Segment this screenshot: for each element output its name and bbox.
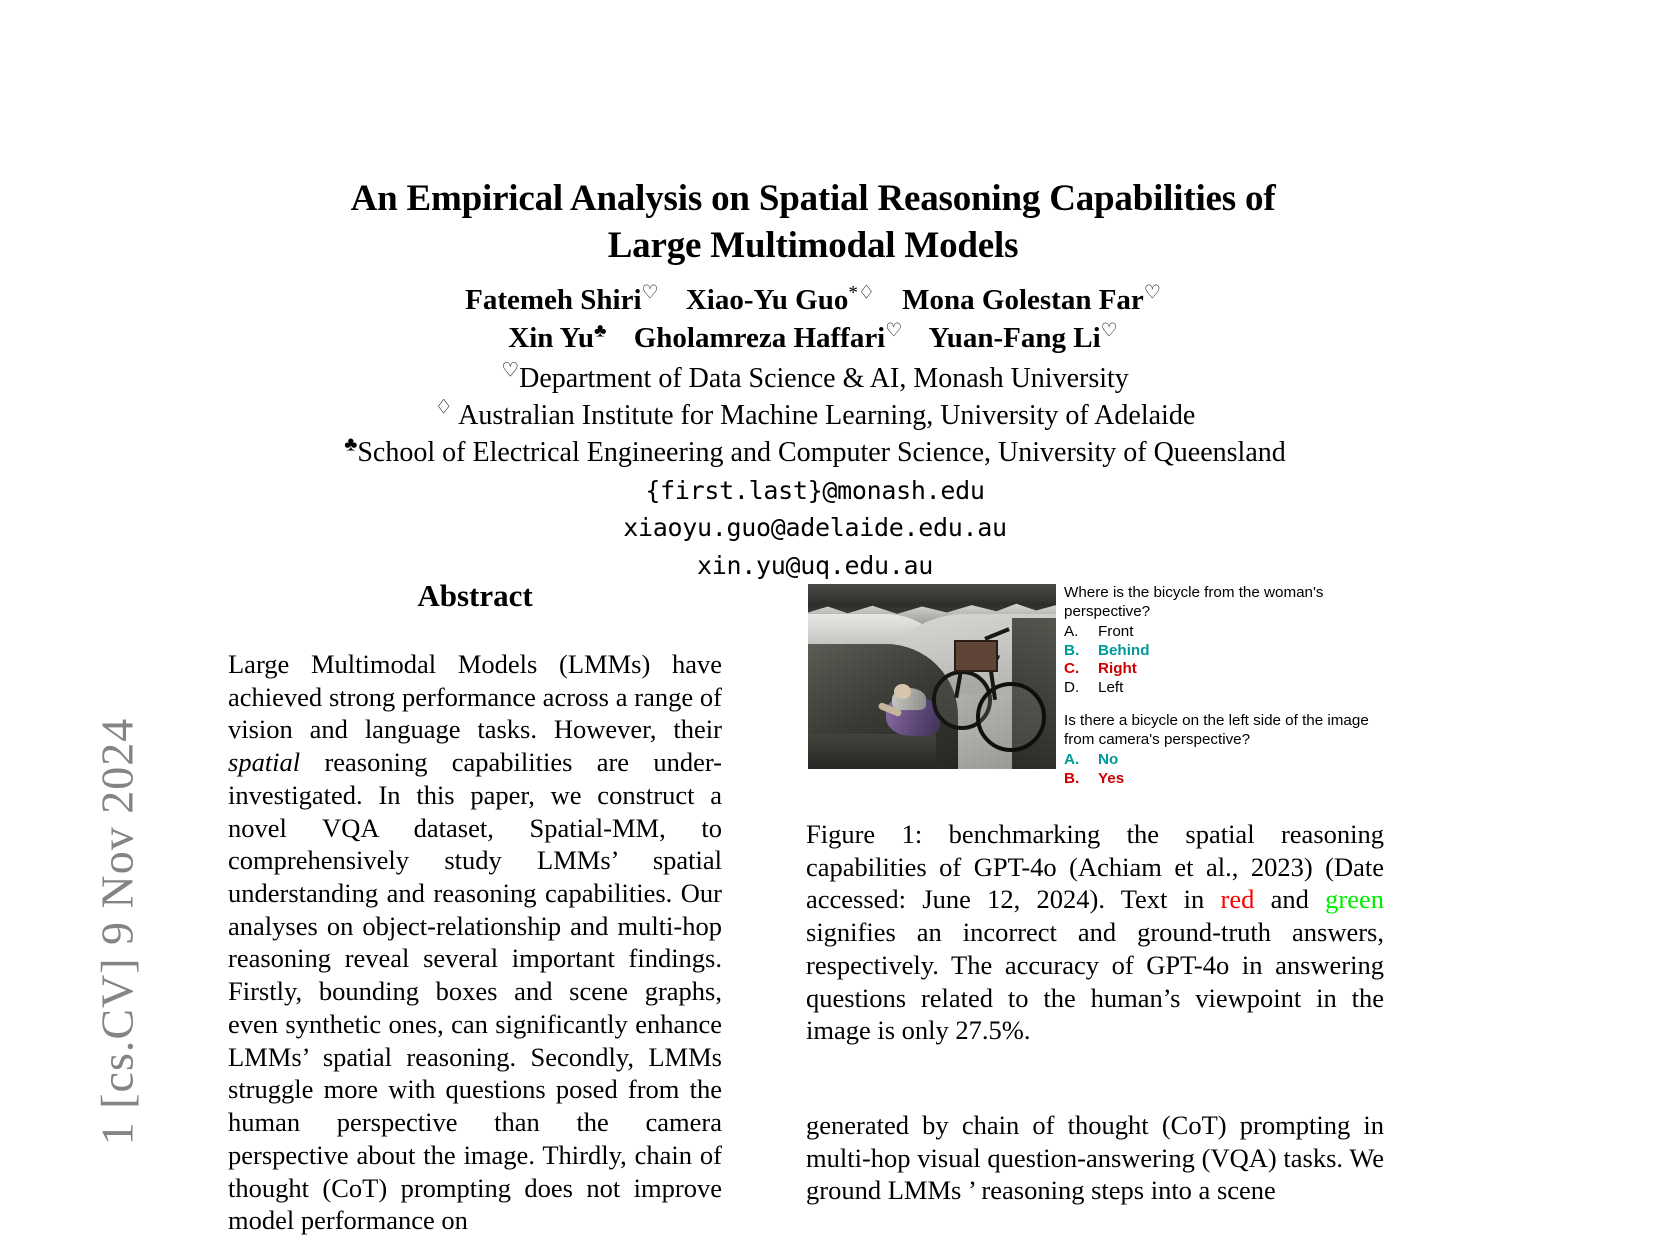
- author-affiliation-mark: ♡: [1100, 320, 1118, 342]
- qa-option-value: Right: [1098, 660, 1137, 678]
- qa-option[interactable]: [1064, 751, 1382, 770]
- affiliation-list: [180, 360, 1450, 472]
- abstract-heading: Abstract: [417, 578, 533, 613]
- author-affiliation-mark: ♡: [641, 282, 659, 304]
- caption-part-2: signifies an incorrect and ground-truth answers, respectively. The accuracy of GPT-4o in answering questions related to the human’s viewpoint in the image is only 27.5%.: [806, 917, 1384, 1046]
- affiliation-text: School of Electrical Engineering and Computer Science, University of Queensland: [357, 437, 1286, 469]
- qa-option-key: B.: [1064, 769, 1080, 787]
- qa-option-key: D.: [1064, 679, 1080, 697]
- author-name: Xin Yu: [508, 321, 594, 354]
- paper-title-line-1: An Empirical Analysis on Spatial Reasoning Capabilities of: [350, 178, 1276, 219]
- email-address[interactable]: xin.yu@uq.edu.au: [696, 550, 934, 580]
- affiliation-item: [180, 360, 1450, 397]
- page-title: [228, 175, 1398, 270]
- author-affiliation-mark: ♡: [885, 320, 903, 342]
- qa-option[interactable]: [1064, 642, 1382, 661]
- qa-option[interactable]: [1064, 623, 1382, 642]
- email-list: [180, 472, 1450, 584]
- caption-green-word: green: [1325, 884, 1384, 915]
- qa-option-value: Behind: [1098, 641, 1150, 659]
- left-column: [228, 578, 722, 1237]
- qa-option-value: Left: [1098, 679, 1124, 697]
- affiliation-item: [180, 434, 1450, 471]
- caption-red-word: red: [1220, 884, 1255, 915]
- qa-question: Where is the bicycle from the woman's perspective?: [1064, 584, 1324, 620]
- author-row-1: [228, 282, 1398, 320]
- affiliation-mark: ♢: [434, 396, 453, 419]
- qa-option-key: A.: [1064, 622, 1079, 640]
- figure-qa-panel: [1064, 584, 1382, 788]
- qa-option-key: B.: [1064, 641, 1080, 659]
- figure-photo: [808, 584, 1056, 769]
- author-name: Fatemeh Shiri: [465, 284, 642, 316]
- affiliation-text: Australian Institute for Machine Learning, University of Adelaide: [452, 400, 1196, 432]
- email-address[interactable]: xiaoyu.guo@adelaide.edu.au: [623, 513, 1007, 543]
- qa-question: Is there a bicycle on the left side of the image from camera's perspective?: [1064, 712, 1369, 748]
- qa-option[interactable]: [1064, 679, 1382, 698]
- qa-option-key: C.: [1064, 660, 1080, 678]
- affiliation-item: [180, 397, 1450, 434]
- author-name: Mona Golestan Far: [902, 284, 1144, 316]
- author-affiliation-mark: ♡: [1143, 282, 1161, 304]
- affiliation-mark: ♡: [501, 359, 520, 382]
- author-name: Xiao-Yu Guo: [685, 284, 849, 316]
- email-address[interactable]: {first.last}@monash.edu: [645, 476, 985, 505]
- qa-option[interactable]: [1064, 770, 1382, 789]
- qa-spacer: [1064, 698, 1382, 712]
- author-name: Gholamreza Haffari: [633, 321, 886, 354]
- figure-caption: [806, 818, 1384, 1047]
- author-name: Yuan-Fang Li: [928, 321, 1101, 354]
- photo-film-grain: [808, 584, 1056, 769]
- qa-option-key: A.: [1064, 750, 1080, 768]
- paper-title-line-2: Large Multimodal Models: [607, 225, 1019, 267]
- right-column-body: generated by chain of thought (CoT) prompting in multi-hop visual question-answering (VQA) tasks. We ground LMMs ’ reasoning steps into a scene: [806, 1110, 1384, 1206]
- caption-mid: and: [1254, 884, 1326, 915]
- arxiv-stamp: 1 [cs.CV] 9 Nov 2024: [91, 717, 143, 1146]
- qa-option-value: Front: [1098, 622, 1134, 640]
- affiliation-mark: ♣: [344, 434, 358, 457]
- author-row-2: [228, 320, 1398, 358]
- author-affiliation-mark: ♣: [593, 320, 607, 342]
- author-list: [228, 282, 1398, 357]
- qa-option-value: Yes: [1098, 769, 1125, 787]
- qa-option-value: No: [1098, 750, 1119, 768]
- figure-1: [806, 578, 1384, 787]
- affiliation-text: Department of Data Science & AI, Monash University: [519, 363, 1129, 394]
- right-column: [806, 578, 1384, 1207]
- abstract-body: Large Multimodal Models (LMMs) have achieved strong performance across a range of vision and language tasks. However, their spatial reasoning capabilities are under-investigated. In this paper, we construct a novel VQA dataset, Spatial-MM, to comprehensively study LMMs’ spatial understanding and reasoning capabilities. Our analyses on object-relationship and multi-hop reasoning reveal several important findings. Firstly, bounding boxes and scene graphs, even synthetic ones, can significantly enhance LMMs’ spatial reasoning. Secondly, LMMs struggle more with questions posed from the human perspective than the camera perspective about the image. Thirdly, chain of thought (CoT) prompting does not improve model performance on: [228, 649, 722, 1236]
- qa-option[interactable]: [1064, 660, 1382, 679]
- caption-part-1: Figure 1: benchmarking the spatial reasoning capabilities of GPT-4o (Achiam et al., 2023) (Date accessed: June 12, 2024). Text in: [806, 819, 1384, 915]
- author-affiliation-mark: *♢: [848, 282, 875, 304]
